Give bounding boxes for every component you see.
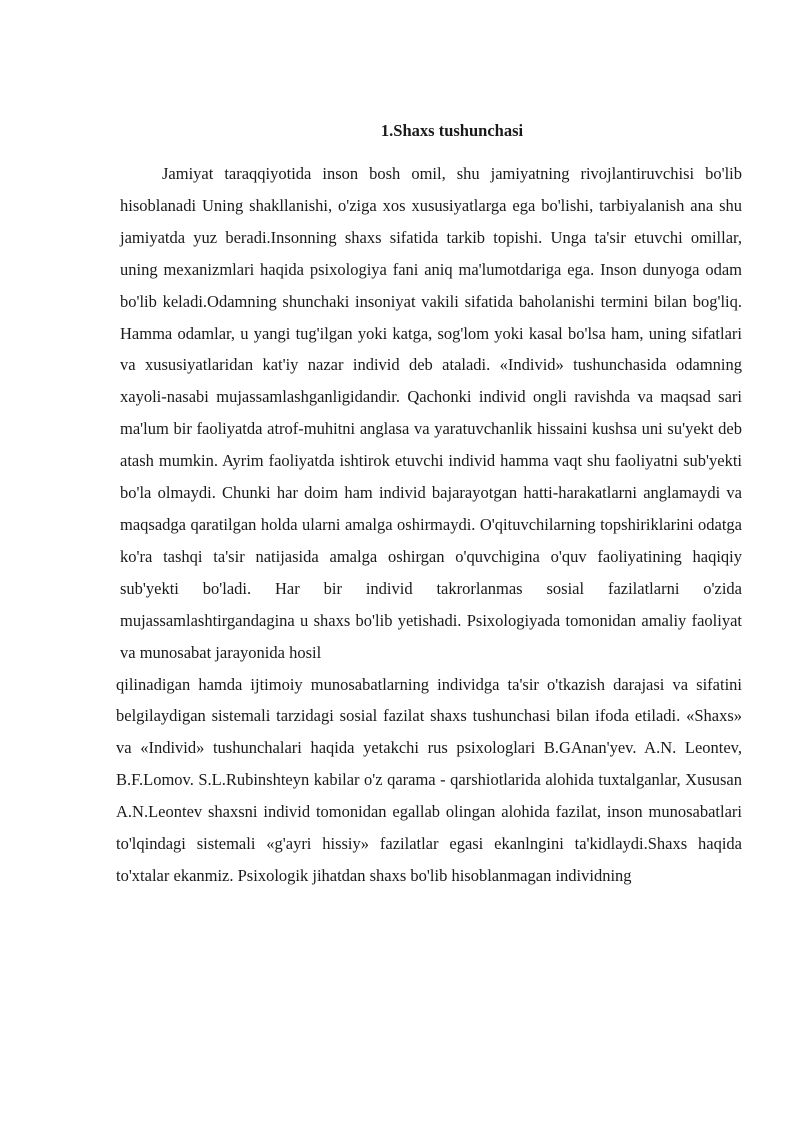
paragraph-2: qilinadigan hamda ijtimoiy munosabatlarning individga ta'sir o'tkazish darajasi va sifatini belgilaydigan sistemali tarzidagi sosial fazilat shaxs tushunchasi bilan ifoda etiladi. «Shaxs» va «Individ» tushunchalari haqida yetakchi rus psixologlari B.GAnan'yev. A.N. Leontev, B.F.Lomov. S.L.Rubinshteyn kabilar o'z qarama - qarshiotlarida alohida tuxtalganlar, Xususan A.N.Leontev shaxsni individ tomonidan egallab olingan alohida fazilat, inson munosabatlari to'lqindagi sistemali «g'ayri hissiy» fazilatlar egasi ekanlngini ta'kidlaydi.Shaxs haqida to'xtalar ekanmiz. Psixologik jihatdan shaxs bo'lib hisoblanmagan individning [116,674,742,885]
paragraph-1: Jamiyat taraqqiyotida inson bosh omil, shu jamiyatning rivojlantiruvchisi bo'lib hisoblanadi Uning shakllanishi, o'ziga xos xususiyatlarga ega bo'lishi, tarbiyalanish ana shu jamiyatda yuz beradi.Insonning shaxs sifatida tarkib topishi. Unga ta'sir etuvchi omillar, uning mexanizmlari haqida psixologiya fani aniq ma'lumotdariga ega. Inson dunyoga odam bo'lib keladi.Odamning shunchaki insoniyat vakili sifatida baholanishi termini bilan bog'liq. Hamma odamlar, u yangi tug'ilgan yoki katga, sog'lom yoki kasal bo'lsa ham, uning sifatlari va xususiyatlaridan kat'iy nazar individ deb ataladi. «Individ» tushunchasida odamning xayoli-nasabi mujassamlashganligidandir. Qachonki individ ongli ravishda va maqsad sari ma'lum bir faoliyatda atrof-muhitni anglasa va yaratuvchanlik hissaini kushsa uni su'yekt deb atash mumkin. Ayrim faoliyatda ishtirok etuvchi individ hamma vaqt shu faoliyatni sub'yekti bo'la olmaydi. Chunki har doim ham individ bajarayotgan hatti-harakatlarni anglamaydi va maqsadga qaratilgan holda ularni amalga oshirmaydi. O'qituvchilarning topshiriklarini odatga ko'ra tashqi ta'sir natijasida amalga oshirgan o'quvchigina o'quv faoliyatining haqiqiy sub'yekti bo'ladi. Har bir individ takrorlanmas sosial fazilatlarni o'zida mujassamlashtirgandagina u shaxs bo'lib yetishadi. Psixologiyada tomonidan amaliy faoliyat va munosabat jarayonida hosil [120,164,742,662]
document-body [116,158,742,892]
document-title: 1.Shaxs tushunchasi [380,121,524,140]
